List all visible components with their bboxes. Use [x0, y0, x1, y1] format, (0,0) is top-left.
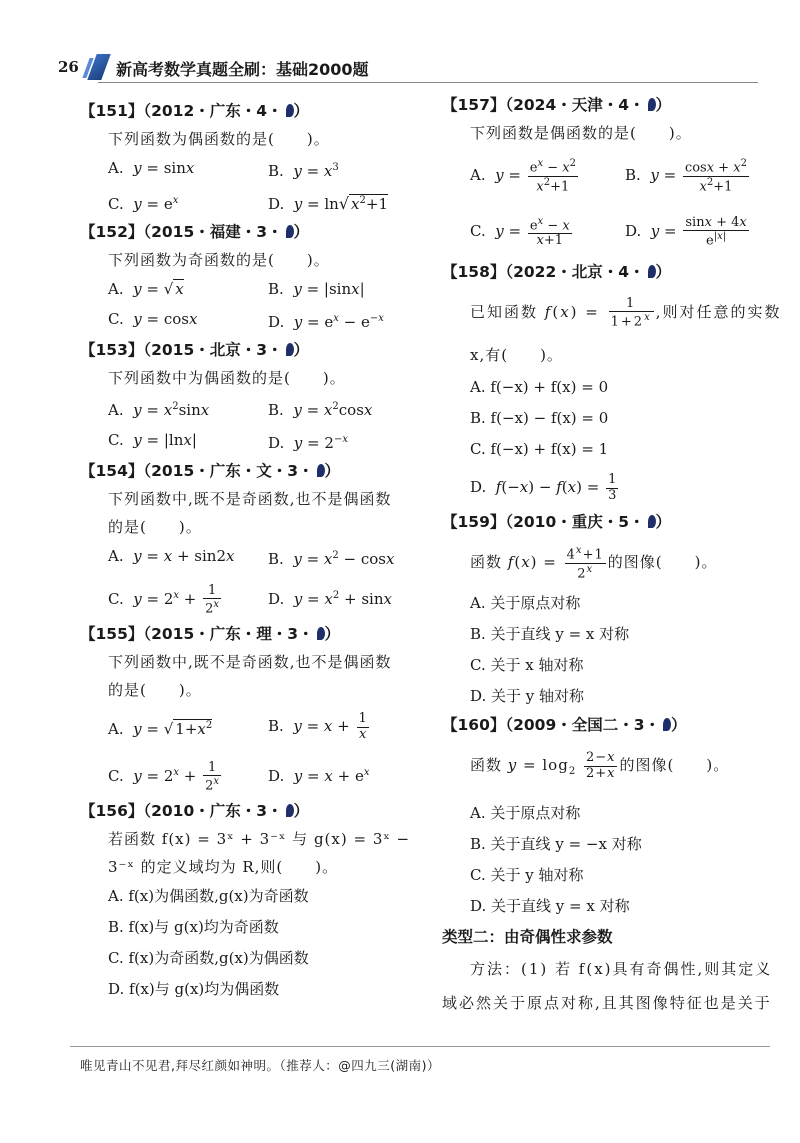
problem-160 — [442, 712, 787, 922]
problem-152 — [80, 219, 430, 337]
option-b: B. y = x + $\frac{1}{x}$ — [268, 711, 367, 742]
option-b: B. f(x)与 g(x)均为奇函数 — [108, 918, 279, 936]
difficulty-icon — [663, 718, 671, 731]
section-title: 类型二：由奇偶性求参数 — [442, 928, 613, 946]
difficulty-icon — [286, 104, 294, 117]
option-d: D. $y = x^2 + \sin x$ — [268, 590, 392, 608]
option-a: A. 关于原点对称 — [470, 804, 581, 822]
difficulty-icon — [317, 464, 325, 477]
option-c: C. y = $\frac{e^x - x}{x+1}$ — [470, 215, 570, 249]
problem-header: 【156】（2010・广东・3・ ） — [80, 802, 310, 820]
problem-158 — [442, 259, 787, 509]
difficulty-icon — [648, 265, 656, 278]
option-c: C. f(−x) + f(x) = 1 — [470, 440, 609, 458]
option-b: B. $y = x^3$ — [268, 162, 339, 180]
problem-159 — [442, 509, 787, 712]
problem-header: 【160】（2009・全国二・3・ ） — [442, 716, 687, 734]
option-d: D. $y = e^x - e^{-x}$ — [268, 313, 384, 331]
difficulty-icon — [286, 225, 294, 238]
option-c: C. y = |lnx| — [108, 431, 197, 449]
difficulty-icon — [286, 804, 294, 817]
problem-stem: 下列函数中,既不是奇函数,也不是偶函数 的是( )。 — [108, 653, 392, 699]
problem-153 — [80, 337, 430, 458]
problem-stem: 下列函数为奇函数的是( )。 — [108, 251, 330, 269]
option-d: D. $y = x + e^x$ — [268, 767, 370, 785]
problem-header: 【153】（2015・北京・3・ ） — [80, 341, 310, 359]
page-header — [58, 54, 758, 84]
problem-header: 【151】（2012・广东・4・ ） — [80, 102, 310, 120]
problem-header: 【152】（2015・福建・3・ ） — [80, 223, 310, 241]
problem-154 — [80, 458, 430, 621]
option-d: D. 关于 y 轴对称 — [470, 687, 585, 705]
option-d: D. y = $\frac{\sin x + 4x}{e^{|x|}}$ — [625, 214, 747, 249]
option-a: A. y = √ x — [108, 280, 184, 298]
problem-header: 【154】（2015・广东・文・3・ ） — [80, 462, 341, 480]
option-b: B. 关于直线 y = −x 对称 — [470, 835, 642, 853]
option-a: A. y = √ $1+x^2$ — [108, 720, 213, 738]
problem-header: 【155】（2015・广东・理・3・ ） — [80, 625, 341, 643]
problem-stem: 若函数 f(x) = 3ˣ + 3⁻ˣ 与 g(x) = 3ˣ − 3⁻ˣ 的定义域均为 R,则( )。 — [108, 830, 411, 876]
difficulty-icon — [317, 627, 325, 640]
problem-stem: 下列函数中为偶函数的是( )。 — [108, 369, 346, 387]
problem-stem-line2: x,有( )。 — [470, 346, 563, 364]
option-a: A. y = x + sin2x — [108, 547, 235, 565]
difficulty-icon — [286, 343, 294, 356]
problem-stem: 下列函数中,既不是奇函数,也不是偶函数 的是( )。 — [108, 490, 392, 536]
method-text: 方法：(1) 若 f(x)具有奇偶性,则其定义域必然关于原点对称,且其图像特征也是关于 — [442, 960, 773, 1012]
option-a: A. $y = x^2\sin x$ — [108, 401, 210, 419]
problem-header: 【158】（2022・北京・4・ ） — [442, 263, 672, 281]
footer-quote: 唯见青山不见君,拜尽红颜如神明。（推荐人：@四九三(湖南)） — [80, 1058, 440, 1073]
option-a: A. y = sinx — [108, 159, 195, 177]
option-b: B. $y = x^2 - \cos x$ — [268, 550, 395, 568]
option-d: D. 关于直线 y = x 对称 — [470, 897, 630, 915]
option-c: C. 关于 y 轴对称 — [470, 866, 584, 884]
option-b: B. 关于直线 y = x 对称 — [470, 625, 630, 643]
option-d: D. f(−x) − f(x) = $\frac{1}{3}$ — [470, 472, 617, 503]
problem-157 — [442, 92, 787, 259]
problem-stem: 下列函数是偶函数的是( )。 — [470, 124, 692, 142]
option-b: B. y = $\frac{\cos x + x^2}{x^2+1}$ — [625, 157, 747, 194]
option-d: D. y = ln√ $x^2+1$ — [268, 194, 389, 213]
option-c: C. f(x)为奇函数,g(x)为偶函数 — [108, 949, 309, 967]
option-c: C. 关于 x 轴对称 — [470, 656, 584, 674]
header-rule — [98, 82, 758, 83]
option-c: C. $y = e^x$ — [108, 195, 179, 213]
option-a: A. f(−x) + f(x) = 0 — [470, 378, 609, 396]
problem-156 — [80, 798, 430, 1005]
problem-stem: 函数 $y = \log_2$ $\frac{2-x}{2+x}$ 的图像( )。 — [470, 750, 730, 781]
difficulty-icon — [648, 98, 656, 111]
difficulty-icon — [648, 515, 656, 528]
problem-151 — [80, 98, 430, 219]
option-d: D. f(x)与 g(x)均为偶函数 — [108, 980, 280, 998]
right-column — [442, 98, 787, 1020]
page-number: 26 — [58, 58, 79, 76]
problem-155 — [80, 621, 430, 798]
left-column — [80, 98, 430, 1005]
problem-stem: 已知函数 f(x) = $\frac{1}{1+2^x}$ ,则对任意的实数 — [470, 295, 782, 330]
option-a: A. y = $\frac{e^x - x^2}{x^2+1}$ — [470, 157, 576, 194]
problem-header: 【157】（2024・天津・4・ ） — [442, 96, 672, 114]
option-b: B. y = |sinx| — [268, 280, 365, 298]
footer-rule — [70, 1046, 770, 1047]
option-b: B. f(−x) − f(x) = 0 — [470, 409, 609, 427]
option-c: C. $y = 2^x$ + $\frac{1}{2^x}$ — [108, 759, 220, 794]
option-a: A. f(x)为偶函数,g(x)为奇函数 — [108, 887, 309, 905]
problem-stem: 函数 f(x) = $\frac{4^x+1}{2^x}$ 的图像( )。 — [470, 544, 718, 581]
option-b: B. $y = x^2\cos x$ — [268, 401, 373, 419]
option-a: A. 关于原点对称 — [470, 594, 581, 612]
problem-header: 【159】（2010・重庆・5・ ） — [442, 513, 672, 531]
option-c: C. $y = 2^x$ + $\frac{1}{2^x}$ — [108, 582, 220, 617]
option-c: C. y = cosx — [108, 310, 198, 328]
option-d: D. $y = 2^{-x}$ — [268, 434, 348, 452]
book-title: 新高考数学真题全刷：基础2000题 — [116, 60, 369, 79]
problem-stem: 下列函数为偶函数的是( )。 — [108, 130, 330, 148]
